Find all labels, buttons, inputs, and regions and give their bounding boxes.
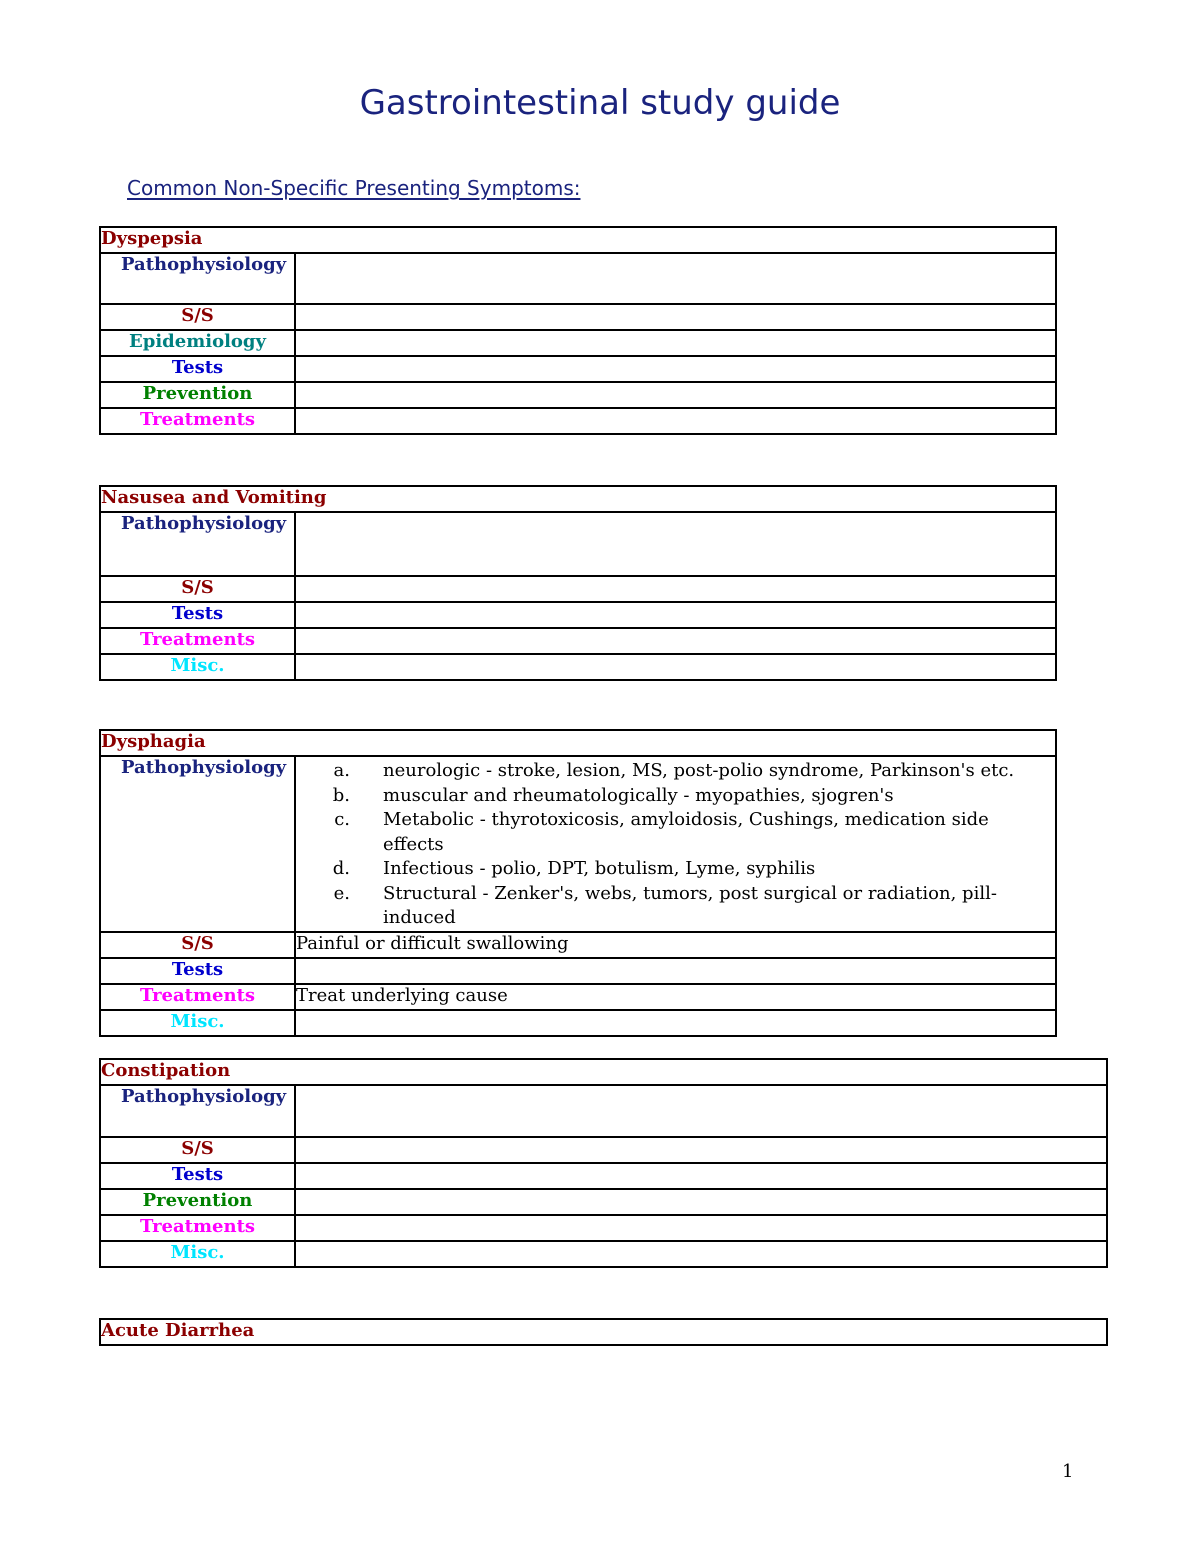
constipation-table: [99, 1058, 1108, 1268]
list-item: [296, 784, 1055, 809]
pathophysiology-cell[interactable]: [295, 756, 1056, 932]
tests-label: Tests: [100, 356, 295, 382]
list-marker: b.: [332, 784, 350, 806]
list-text: muscular and rheumatologically - myopathies, sjogren's: [383, 784, 894, 806]
list-item: [296, 857, 1055, 882]
ss-label: S/S: [100, 1137, 295, 1163]
ss-cell[interactable]: [295, 304, 1056, 330]
pathophysiology-label: Pathophysiology: [100, 253, 295, 304]
pathophysiology-label: Pathophysiology: [100, 756, 295, 932]
treatments-label: Treatments: [100, 408, 295, 434]
page-title: Gastrointestinal study guide: [359, 83, 841, 123]
dyspepsia-header: [100, 227, 1056, 253]
pathophysiology-label: Pathophysiology: [100, 1085, 295, 1137]
list-item: [296, 808, 1055, 857]
dyspepsia-title: Dyspepsia: [101, 228, 203, 249]
constipation-title: Constipation: [101, 1060, 231, 1081]
misc-cell[interactable]: [295, 1010, 1056, 1036]
treatments-label: Treatments: [100, 1215, 295, 1241]
list-text: neurologic - stroke, lesion, MS, post-polio syndrome, Parkinson's etc.: [383, 760, 1015, 781]
acute-diarrhea-header: [100, 1319, 1107, 1345]
pathophysiology-cell[interactable]: [295, 512, 1056, 576]
tests-cell[interactable]: [295, 602, 1056, 628]
dysphagia-table: [99, 729, 1057, 1037]
list-marker: e.: [333, 882, 350, 904]
epidemiology-label: Epidemiology: [100, 330, 295, 356]
tests-cell[interactable]: [295, 1163, 1107, 1189]
list-text: Infectious - polio, DPT, botulism, Lyme, syphilis: [383, 858, 816, 879]
prevention-label: Prevention: [100, 1189, 295, 1215]
ss-cell[interactable]: Painful or difficult swallowing: [295, 932, 1056, 958]
epidemiology-cell[interactable]: [295, 330, 1056, 356]
section-subtitle: Common Non-Specific Presenting Symptoms:: [127, 176, 581, 200]
acute-diarrhea-table: [99, 1318, 1108, 1346]
page-number: 1: [1062, 1461, 1074, 1482]
treatments-label: Treatments: [100, 628, 295, 654]
acute-diarrhea-title: Acute Diarrhea: [101, 1320, 255, 1341]
list-marker: c.: [334, 809, 350, 830]
prevention-cell[interactable]: [295, 382, 1056, 408]
list-text: Structural - Zenker's, webs, tumors, post surgical or radiation, pill-induced: [383, 882, 997, 928]
pathophysiology-label: Pathophysiology: [100, 512, 295, 576]
nausea-vomiting-header: [100, 486, 1056, 512]
misc-label: Misc.: [100, 1010, 295, 1036]
prevention-label: Prevention: [100, 382, 295, 408]
dysphagia-title: Dysphagia: [101, 731, 206, 752]
constipation-header: [100, 1059, 1107, 1085]
misc-cell[interactable]: [295, 1241, 1107, 1267]
tests-cell[interactable]: [295, 958, 1056, 984]
list-item: [296, 882, 1055, 931]
nausea-vomiting-table: [99, 485, 1057, 681]
tests-cell[interactable]: [295, 356, 1056, 382]
treatments-label: Treatments: [100, 984, 295, 1010]
misc-cell[interactable]: [295, 654, 1056, 680]
list-text: Metabolic - thyrotoxicosis, amyloidosis, Cushings, medication side effects: [383, 809, 989, 855]
nausea-vomiting-title: Nasusea and Vomiting: [101, 487, 327, 508]
treatments-cell[interactable]: [295, 1215, 1107, 1241]
tests-label: Tests: [100, 958, 295, 984]
misc-label: Misc.: [100, 1241, 295, 1267]
prevention-cell[interactable]: [295, 1189, 1107, 1215]
treatments-cell[interactable]: Treat underlying cause: [295, 984, 1056, 1010]
ss-label: S/S: [100, 304, 295, 330]
pathophysiology-cell[interactable]: [295, 1085, 1107, 1137]
ss-cell[interactable]: [295, 1137, 1107, 1163]
tests-label: Tests: [100, 1163, 295, 1189]
ss-cell[interactable]: [295, 576, 1056, 602]
list-marker: a.: [333, 760, 350, 781]
dyspepsia-table: [99, 226, 1057, 435]
treatments-cell[interactable]: [295, 628, 1056, 654]
tests-label: Tests: [100, 602, 295, 628]
treatments-cell[interactable]: [295, 408, 1056, 434]
pathophysiology-cell[interactable]: [295, 253, 1056, 304]
misc-label: Misc.: [100, 654, 295, 680]
ss-label: S/S: [100, 576, 295, 602]
ss-label: S/S: [100, 932, 295, 958]
list-item: [296, 759, 1055, 784]
pathophysiology-list: [296, 759, 1055, 931]
list-marker: d.: [332, 858, 350, 879]
dysphagia-header: [100, 730, 1056, 756]
